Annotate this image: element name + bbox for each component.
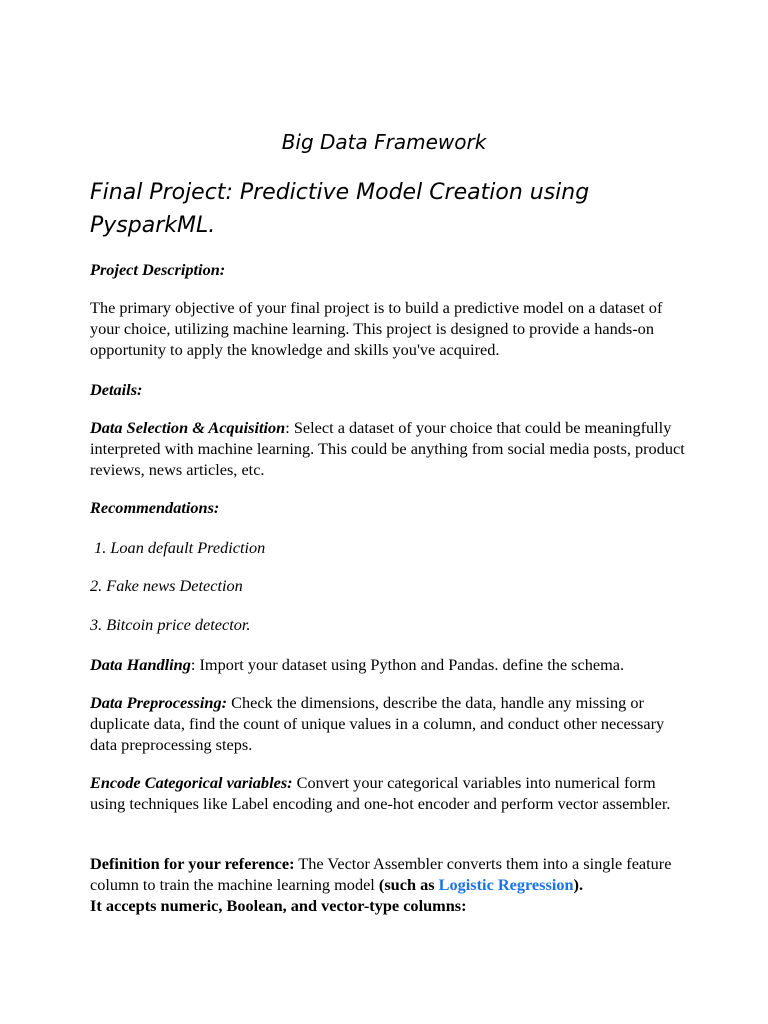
data-handling-label: Data Handling	[90, 655, 191, 674]
data-selection-text: : Select a dataset of your choice that could be meaningfully interpreted with machine learning. This could be anything from social media posts, product reviews, news articles, etc.	[90, 418, 685, 479]
recommendation-item: 2. Fake news Detection	[90, 576, 243, 595]
details-label: Details:	[90, 380, 143, 399]
definition-text: The Vector Assembler converts them into a single feature column to train the machine learning model	[90, 854, 672, 894]
data-preprocessing-text: Check the dimensions, describe the data, handle any missing or duplicate data, find the count of unique values in a column, and conduct other necessary data preprocessing steps.	[90, 693, 665, 754]
objective-paragraph: The primary objective of your final project is to build a predictive model on a dataset of your choice, utilizing machine learning. This project is designed to provide a hands-on opportunity to apply the knowledge and skills you've acquired.	[90, 298, 663, 359]
data-handling-paragraph	[90, 654, 690, 675]
recommendation-item: 3. Bitcoin price detector.	[90, 615, 251, 634]
recommendation-item: 1. Loan default Prediction	[90, 538, 266, 557]
encode-categorical-label: Encode Categorical variables:	[90, 773, 293, 792]
document-title: Big Data Framework	[281, 130, 487, 154]
definition-paren-open: (such as	[378, 875, 439, 894]
data-selection-label: Data Selection & Acquisition	[90, 418, 286, 437]
encode-categorical-text: Convert your categorical variables into numerical form using techniques like Label encoding and one-hot encoder and perform vector assembler.	[90, 773, 671, 813]
data-preprocessing-paragraph	[90, 692, 690, 755]
encode-categorical-paragraph	[90, 772, 690, 814]
definition-tail: It accepts numeric, Boolean, and vector-type columns:	[90, 896, 467, 915]
data-handling-text: : Import your dataset using Python and Pandas. define the schema.	[190, 655, 625, 674]
definition-paragraph	[90, 853, 690, 916]
project-heading: Final Project: Predictive Model Creation using PysparkML.	[90, 180, 590, 238]
definition-paren-close: ).	[573, 875, 584, 894]
project-description-label: Project Description:	[90, 260, 226, 279]
data-selection-paragraph	[90, 417, 690, 480]
data-preprocessing-label: Data Preprocessing:	[90, 693, 228, 712]
recommendations-label: Recommendations:	[90, 498, 220, 517]
logistic-regression-link[interactable]: Logistic Regression	[438, 875, 574, 894]
definition-label: Definition for your reference:	[90, 854, 295, 873]
